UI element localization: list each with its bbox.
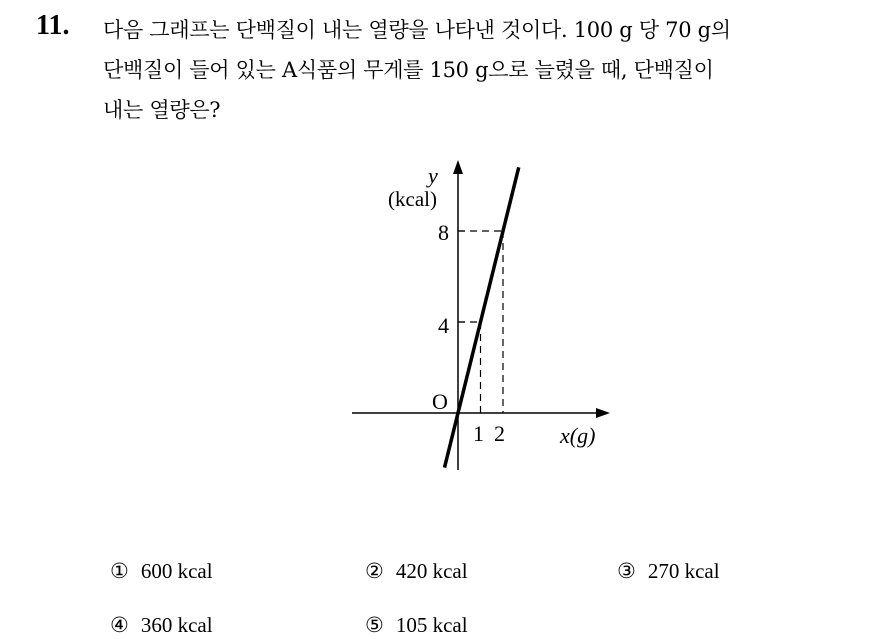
x-tick-label-2: 2: [494, 421, 505, 446]
y-tick-label-8: 8: [438, 220, 449, 245]
energy-graph: [340, 155, 620, 475]
choice-3-text: 270 kcal: [647, 559, 720, 583]
choice-4[interactable]: [110, 613, 213, 638]
choice-4-text: 360 kcal: [140, 613, 213, 637]
question-text-line-3: 내는 열량은?: [103, 98, 221, 122]
x-axis-label: x(g): [560, 423, 596, 448]
origin-label: O: [432, 389, 448, 414]
question-text-line-2: 단백질이 들어 있는 A식품의 무게를 150 g으로 늘렸을 때, 단백질이: [103, 58, 714, 82]
question-number: 11.: [36, 10, 70, 41]
choice-3-number: ③: [617, 559, 636, 583]
choice-5[interactable]: [365, 613, 468, 638]
x-tick-label-1: 1: [473, 421, 484, 446]
choice-2-text: 420 kcal: [395, 559, 468, 583]
y-axis-arrow-icon: [453, 160, 463, 174]
choice-2-number: ②: [365, 559, 384, 583]
question-text-line-1: 다음 그래프는 단백질이 내는 열량을 나타낸 것이다. 100 g 당 70 g의: [103, 18, 731, 42]
choice-5-number: ⑤: [365, 613, 384, 637]
choice-4-number: ④: [110, 613, 129, 637]
choice-3[interactable]: [617, 559, 720, 584]
choice-1-number: ①: [110, 559, 129, 583]
y-axis-label: y: [428, 163, 438, 188]
y-tick-label-4: 4: [438, 313, 449, 338]
x-axis-arrow-icon: [596, 408, 610, 418]
choice-1[interactable]: [110, 559, 213, 584]
choice-1-text: 600 kcal: [140, 559, 213, 583]
choice-5-text: 105 kcal: [395, 613, 468, 637]
y-axis-unit: (kcal): [388, 187, 437, 211]
choice-2[interactable]: [365, 559, 468, 584]
